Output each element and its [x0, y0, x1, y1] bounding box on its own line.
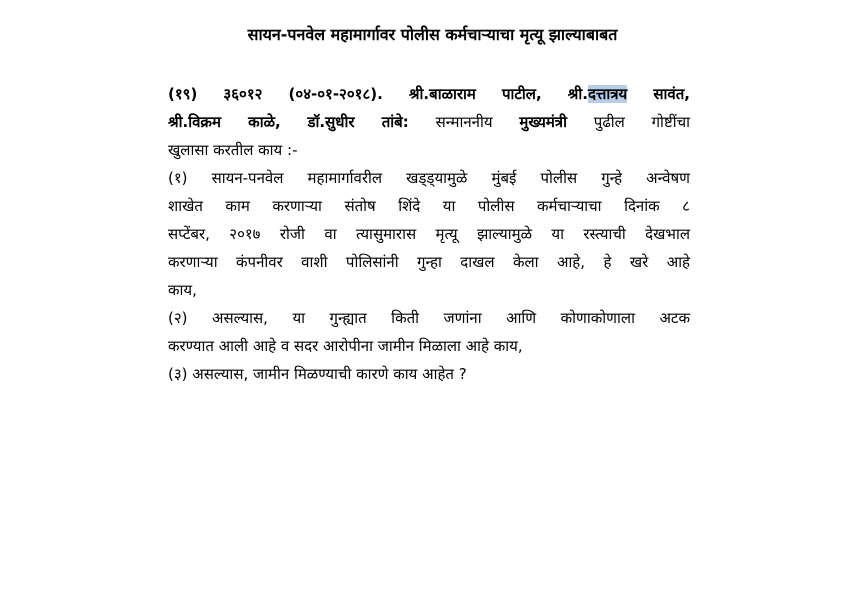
q1-line-2: शाखेत काम करणाऱ्या संतोष शिंदे या पोलीस कर्मचाऱ्याचा दिनांक ८ [168, 197, 690, 215]
question-id: ३६०१२ [223, 85, 263, 103]
q3-line-1: (३) असल्यास, जामीन मिळण्याची कारणे काय आहेत ? [168, 365, 467, 383]
q1-line-3: सप्टेंबर, २०१७ रोजी वा त्यासुमारास मृत्यू झाल्यामुळे या रस्त्याची देखभाल [168, 225, 690, 243]
member-name-3: श्री.विक्रम काळे, [168, 113, 281, 131]
q1-line-5: काय, [168, 281, 197, 299]
header-colon: : [402, 113, 409, 131]
q2-line-2: करण्यात आली आहे व सदर आरोपीना जामीन मिळाला आहे काय, [168, 337, 523, 355]
addressee-prefix: सन्माननीय [435, 113, 493, 131]
intro-line-2: खुलासा करतील काय :- [168, 141, 298, 159]
intro-line-1-end: पुढील गोष्टींचा [593, 113, 690, 131]
question-header-line-1 [168, 80, 690, 108]
member-name-2 [568, 85, 627, 103]
question-body [168, 80, 690, 388]
q1-line-4: करणाऱ्या कंपनीवर वाशी पोलिसांनी गुन्हा दाखल केला आहे, हे खरे आहे [168, 253, 690, 271]
question-header-line-2 [168, 108, 690, 136]
member-name-1: श्री.बाळाराम पाटील, [408, 85, 542, 103]
page-title: सायन-पनवेल महामार्गावर पोलीस कर्मचाऱ्याचा मृत्यू झाल्याबाबत [247, 25, 618, 44]
selected-text-highlight[interactable]: दत्तात्रय [588, 85, 628, 103]
member-2-prefix: श्री. [567, 85, 589, 103]
addressee: मुख्यमंत्री [519, 113, 567, 131]
question-date: (०४-०१-२०१८). [288, 85, 383, 103]
q2-line-1: (२) असल्यास, या गुन्ह्यात किती जणांना आणि कोणाकोणाला अटक [168, 309, 690, 327]
member-2-surname: सावंत, [653, 85, 690, 103]
q1-line-1: (१) सायन-पनवेल महामार्गावरील खड्ड्यामुळे मुंबई पोलीस गुन्हे अन्वेषण [168, 169, 690, 187]
question-number: (१९) [168, 85, 198, 103]
member-name-4: डॉ.सुधीर तांबे [307, 113, 403, 131]
